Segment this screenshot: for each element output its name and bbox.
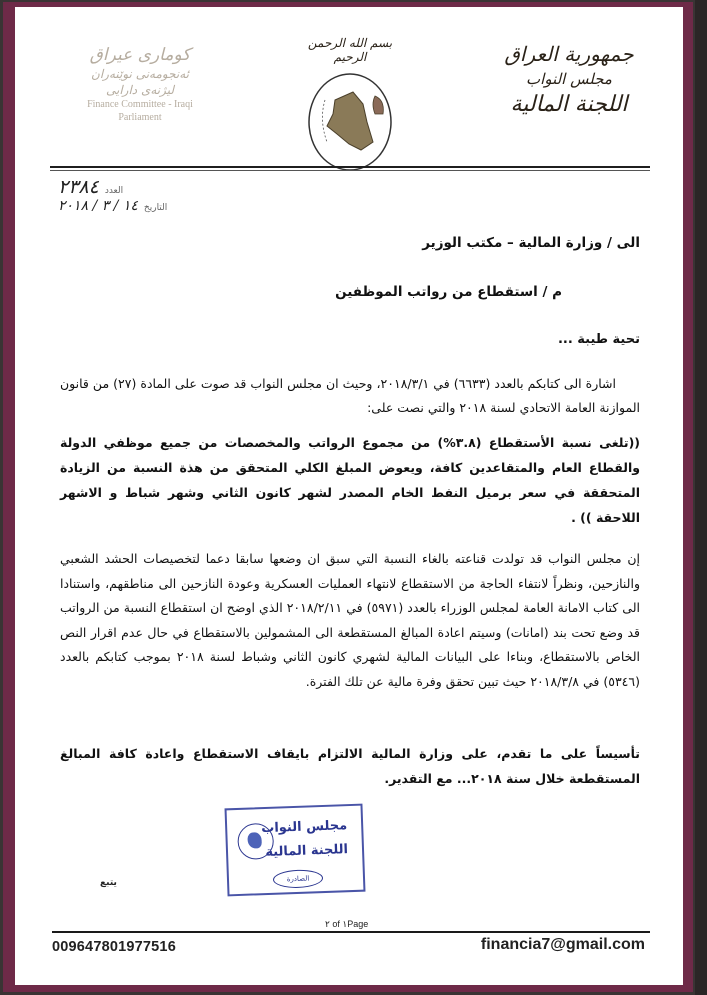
committee-stamp xyxy=(220,800,370,900)
reference-date-value: ١٤ / ٣ / ٢٠١٨ xyxy=(58,198,138,214)
paragraph-reference: اشارة الى كتابكم بالعدد (٦٦٣٣) في ٢٠١٨/٣/١، وحيث ان مجلس النواب قد صوت على المادة (٢٧) من قانون الموازنة العامة الاتحادي لسنة ٢٠١٨ والتي نصت على: xyxy=(60,376,640,415)
letterhead-parliament: مجلس النواب xyxy=(526,70,612,88)
reference-date-label: التاريخ xyxy=(143,203,168,213)
letterhead-republic: جمهورية العراق xyxy=(504,42,634,66)
letterhead-center xyxy=(290,36,410,174)
letterhead-committee: اللجنة المالية xyxy=(510,92,628,117)
reference-number-row xyxy=(58,176,188,198)
basmala: بسم الله الرحمن الرحيم xyxy=(307,36,393,64)
letterhead-english-line1: Finance Committee - Iraqi xyxy=(87,99,193,110)
reference-date-row xyxy=(58,198,188,214)
footer-email[interactable]: financia7@gmail.com xyxy=(480,936,645,953)
paragraph-conclusion: تأسيساً على ما تقدم، على وزارة المالية الالتزام بايقاف الاستقطاع واعادة كافة المبالغ المستقطعة خلال سنة ٢٠١٨... مع التقدير. xyxy=(60,746,640,786)
letterhead-kurdish-english xyxy=(50,44,230,124)
letterhead-kurdish-line3: لیژنەی دارایی xyxy=(105,83,175,97)
letterhead-english-line2: Parliament xyxy=(118,112,162,123)
header-rule-thin xyxy=(50,170,650,171)
recipient-line: الى / وزارة المالية – مكتب الوزير xyxy=(422,235,640,251)
reference-number-label: العدد xyxy=(104,186,124,196)
continued-marker: يتبع xyxy=(100,878,117,888)
reference-number-value: ٢٣٨٤ xyxy=(58,176,99,198)
paragraph-quoted-article: ((تلغى نسبة الأستقطاع (٣.٨%) من مجموع الرواتب والمخصصات من جميع موظفي الدولة والقطاع العام والمتقاعدين كافة، ويعوض المبلغ الكلي المتحقق من هذة النسبة من الزيادة المتحققة في سعر برميل النفط الخام المصدر لشهر كانون الثاني وشهر شباط و الاشهر اللاحقة )) . xyxy=(60,435,640,525)
greeting: تحية طيبة ... xyxy=(557,332,640,347)
page-number: ٢ of ١Page xyxy=(325,919,369,929)
letterhead-arabic xyxy=(489,40,649,120)
viewer-background xyxy=(695,0,707,995)
footer-phone: 009647801977516 xyxy=(52,939,176,955)
letterhead-kurdish-line2: ئەنجومەنی نوێنەران xyxy=(91,67,189,81)
reference-block xyxy=(58,176,188,214)
header-rule xyxy=(50,166,650,168)
stamp-border xyxy=(225,804,366,897)
letterhead-kurdish-line1: كومارى عيراق xyxy=(89,45,191,65)
subject-line: م / استقطاع من رواتب الموظفين xyxy=(335,284,562,300)
stamp-line3: الصادرة xyxy=(273,869,324,889)
iraq-map-emblem-icon xyxy=(305,70,395,174)
stamp-line1: مجلس النواب xyxy=(261,818,348,837)
footer-rule xyxy=(52,931,650,933)
paragraph-justification: إن مجلس النواب قد تولدت قناعته بالغاء النسبة التي سبق ان وضعها سابقا دعما لتخصيصات الحشد الشعبي والنازحين، ونظراً لانتفاء الحاجة من الاستقطاع لانتهاء العمليات العسكرية وعودة النازحين الى مناطقهم، واستنادا الى كتاب الامانة العامة لمجلس الوزراء بالعدد (٥٩٧١) في ٢٠١٨/٢/١١ الذي اوضح ان استقطاع النسبة من الرواتب قد وضع تحت بند (امانات) وسيتم اعادة المبالغ المستقطعة الى المشمولين بالاستقطاع في حال عدم اقرار النص الخاص بالاستقطاع، وبناءا على البيانات المالية لشهري كانون الثاني وشباط لسنة ٢٠١٨ بموجب كتابكم بالعدد (٥٣٤٦) في ٢٠١٨/٣/٨ حيث تبين تحقق وفرة مالية عن تلك الفترة. xyxy=(60,551,640,689)
stamp-line2: اللجنة المالية xyxy=(265,842,349,861)
